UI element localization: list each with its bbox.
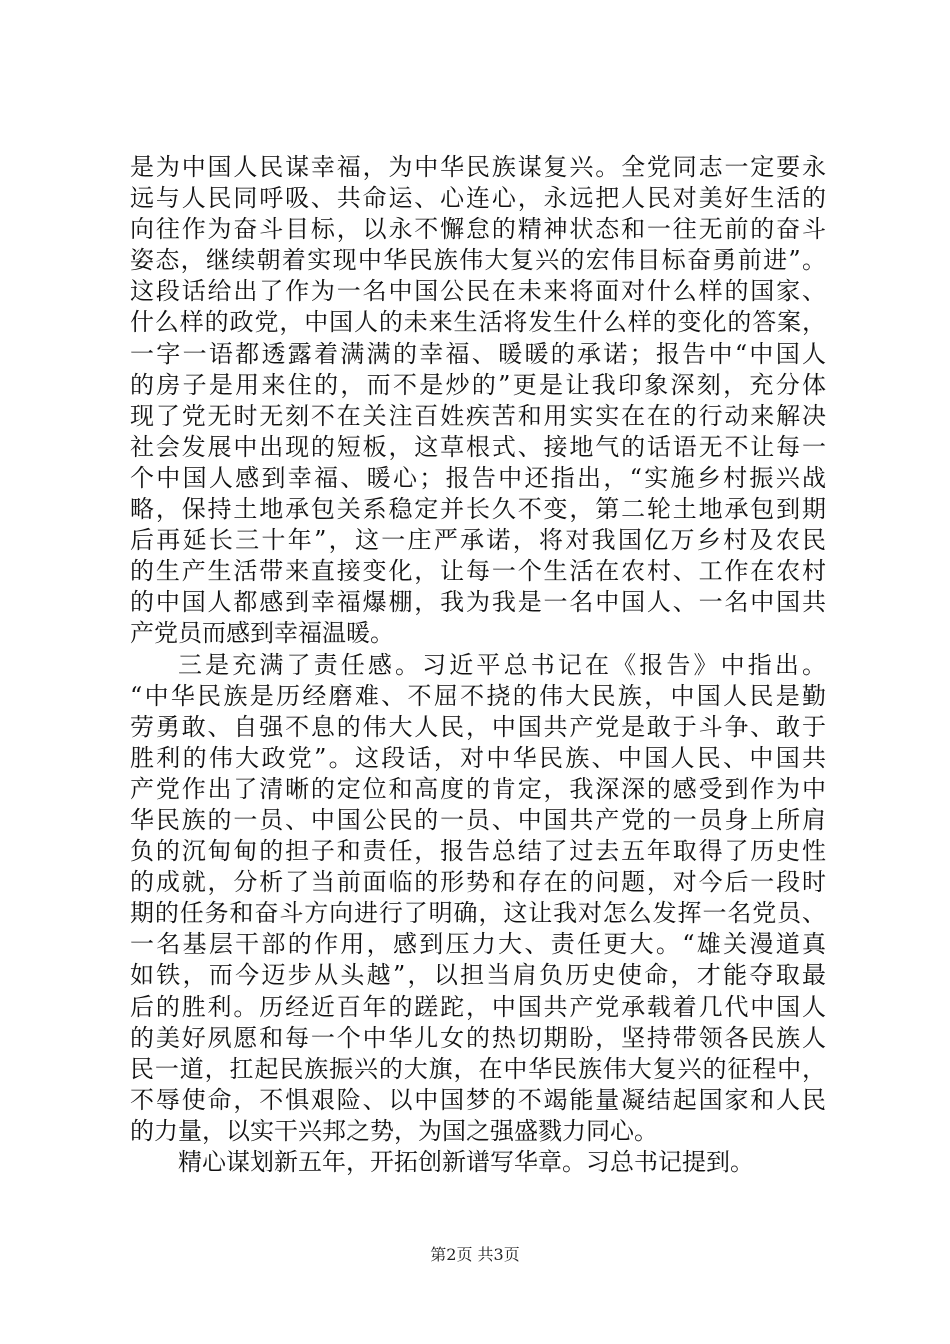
- text-line: 不辱使命，不惧艰险、以中国梦的不竭能量凝结起国家和人民: [130, 1085, 826, 1114]
- text-line: 民一道，扛起民族振兴的大旗，在中华民族伟大复兴的征程中，: [130, 1054, 826, 1083]
- text-line: “中华民族是历经磨难、不屈不挠的伟大民族，中国人民是勤: [130, 681, 826, 710]
- text-line: 社会发展中出现的短板，这草根式、接地气的话语无不让每一: [130, 432, 826, 461]
- text-line: 的生产生活带来直接变化，让每一个生活在农村、工作在农村: [130, 557, 826, 586]
- document-body: [130, 152, 826, 1178]
- text-line: 的美好夙愿和每一个中华儿女的热切期盼，坚持带领各民族人: [130, 1023, 826, 1052]
- text-line: 这段话给出了作为一名中国公民在未来将面对什么样的国家、: [130, 277, 826, 306]
- text-line: 略，保持土地承包关系稳定并长久不变，第二轮土地承包到期: [130, 495, 826, 524]
- text-line: 负的沉甸甸的担子和责任，报告总结了过去五年取得了历史性: [130, 837, 826, 866]
- text-line: 华民族的一员、中国公民的一员、中国共产党的一员身上所肩: [130, 805, 826, 834]
- text-line: 劳勇敢、自强不息的伟大人民，中国共产党是敢于斗争、敢于: [130, 712, 826, 741]
- text-line: 产党作出了清晰的定位和高度的肯定，我深深的感受到作为中: [130, 774, 826, 803]
- text-line: 的中国人都感到幸福爆棚，我为我是一名中国人、一名中国共: [130, 588, 826, 617]
- text-line: 个中国人感到幸福、暖心；报告中还指出，“实施乡村振兴战: [130, 463, 826, 492]
- text-line: 后的胜利。历经近百年的蹉跎，中国共产党承载着几代中国人: [130, 992, 826, 1021]
- text-line: 的力量，以实干兴邦之势，为国之强盛戮力同心。: [130, 1116, 658, 1145]
- text-line: 一字一语都透露着满满的幸福、暖暖的承诺；报告中“中国人: [130, 339, 826, 368]
- page-footer: 第2页 共3页: [430, 1245, 520, 1264]
- text-line: 后再延长三十年”，这一庄严承诺，将对我国亿万乡村及农民: [130, 526, 826, 555]
- text-line: 的成就，分析了当前面临的形势和存在的问题，对今后一段时: [130, 868, 826, 897]
- text-line: 如铁，而今迈步从头越”，以担当肩负历史使命，才能夺取最: [130, 961, 826, 990]
- text-line: 向往作为奋斗目标，以永不懈怠的精神状态和一往无前的奋斗: [130, 215, 826, 244]
- text-line: 远与人民同呼吸、共命运、心连心，永远把人民对美好生活的: [130, 184, 826, 213]
- text-line: 姿态，继续朝着实现中华民族伟大复兴的宏伟目标奋勇前进”。: [130, 246, 826, 275]
- text-line: 精心谋划新五年，开拓创新谱写华章。习总书记提到。: [178, 1148, 754, 1176]
- text-line: 产党员而感到幸福温暖。: [130, 619, 394, 648]
- text-line: 胜利的伟大政党”。这段话，对中华民族、中国人民、中国共: [130, 743, 826, 772]
- text-line: 什么样的政党，中国人的未来生活将发生什么样的变化的答案，: [130, 308, 826, 337]
- text-line: 是为中国人民谋幸福，为中华民族谋复兴。全党同志一定要永: [130, 153, 826, 181]
- text-line: 现了党无时无刻不在关注百姓疾苦和用实实在在的行动来解决: [130, 401, 826, 430]
- text-line: 三是充满了责任感。习近平总书记在《报告》中指出。: [178, 650, 826, 679]
- text-line: 期的任务和奋斗方向进行了明确，这让我对怎么发挥一名党员、: [130, 899, 826, 928]
- text-line: 一名基层干部的作用，感到压力大、责任更大。“雄关漫道真: [130, 930, 826, 959]
- text-line: 的房子是用来住的，而不是炒的”更是让我印象深刻，充分体: [130, 370, 826, 399]
